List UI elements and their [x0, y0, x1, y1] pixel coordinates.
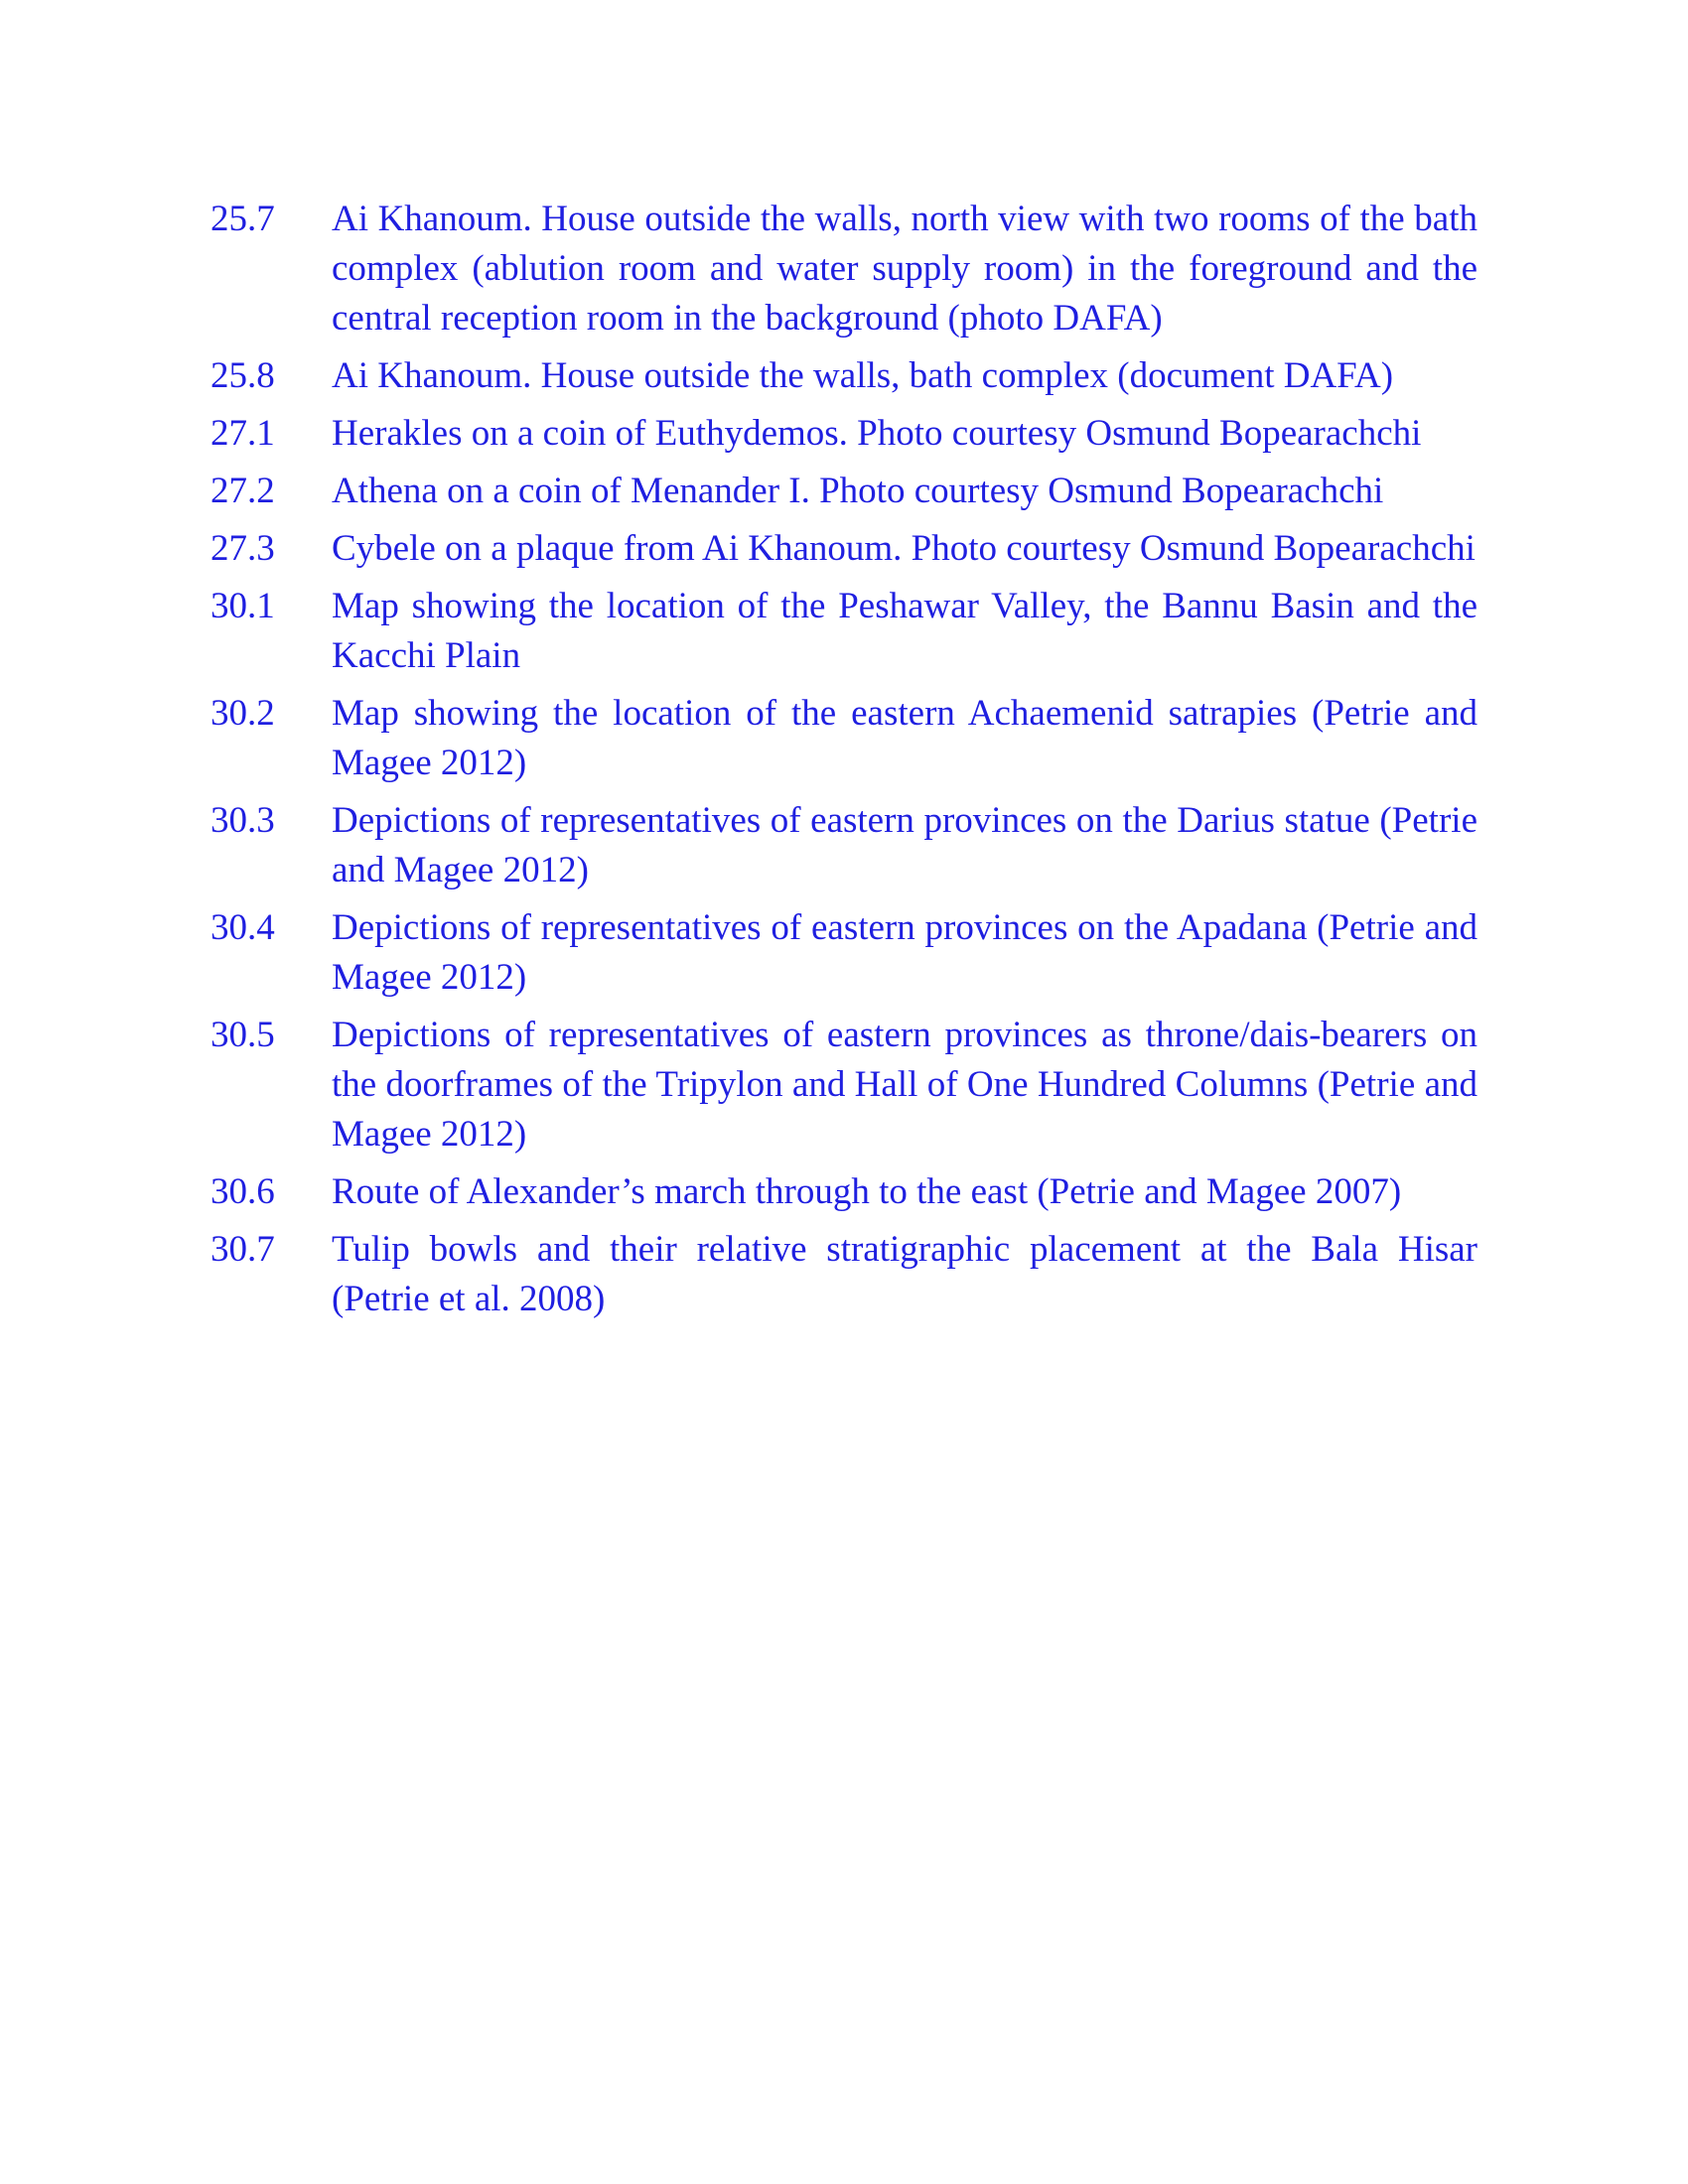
figure-caption: Route of Alexander’s march through to the east (Petrie and Magee 2007) [332, 1171, 1402, 1212]
figure-number: 27.3 [211, 528, 275, 569]
list-item [211, 524, 1477, 574]
figure-number: 30.1 [211, 586, 275, 626]
figure-caption: Cybele on a plaque from Ai Khanoum. Photo courtesy Osmund Bopearachchi [332, 528, 1476, 569]
figure-caption: Map showing the location of the Peshawar Valley, the Bannu Basin and the Kacchi Plain [332, 586, 1477, 676]
figure-caption: Tulip bowls and their relative stratigraphic placement at the Bala Hisar (Petrie et al. 2008) [332, 1229, 1477, 1319]
figure-caption: Herakles on a coin of Euthydemos. Photo courtesy Osmund Bopearachchi [332, 413, 1422, 454]
list-item [211, 195, 1477, 343]
figure-number: 30.4 [211, 907, 275, 948]
figure-caption: Depictions of representatives of eastern provinces on the Apadana (Petrie and Magee 2012) [332, 907, 1477, 998]
list-item [211, 1225, 1477, 1324]
figure-number: 25.7 [211, 199, 275, 239]
figure-caption: Ai Khanoum. House outside the walls, bath complex (document DAFA) [332, 355, 1394, 396]
figure-number: 30.7 [211, 1229, 275, 1270]
figure-caption: Ai Khanoum. House outside the walls, north view with two rooms of the bath complex (ablution room and water supply room) in the foreground and the central reception room in the background (photo DAFA) [332, 199, 1477, 339]
figure-number: 27.2 [211, 471, 275, 511]
figure-list [211, 195, 1477, 1332]
figure-number: 27.1 [211, 413, 275, 454]
figure-caption: Map showing the location of the eastern Achaemenid satrapies (Petrie and Magee 2012) [332, 693, 1477, 783]
list-item [211, 1167, 1477, 1217]
figure-number: 30.6 [211, 1171, 275, 1212]
figure-number: 25.8 [211, 355, 275, 396]
list-item [211, 409, 1477, 459]
figure-number: 30.3 [211, 800, 275, 841]
list-item [211, 796, 1477, 895]
figure-caption: Depictions of representatives of eastern provinces on the Darius statue (Petrie and Magee 2012) [332, 800, 1477, 890]
list-item [211, 351, 1477, 401]
figure-number: 30.5 [211, 1015, 275, 1055]
figure-number: 30.2 [211, 693, 275, 734]
list-item [211, 1011, 1477, 1160]
figure-caption: Depictions of representatives of eastern provinces as throne/dais-bearers on the doorframes of the Tripylon and Hall of One Hundred Columns (Petrie and Magee 2012) [332, 1015, 1477, 1155]
figure-caption: Athena on a coin of Menander I. Photo courtesy Osmund Bopearachchi [332, 471, 1384, 511]
list-item [211, 903, 1477, 1003]
list-item [211, 582, 1477, 681]
list-item [211, 467, 1477, 516]
list-item [211, 689, 1477, 788]
